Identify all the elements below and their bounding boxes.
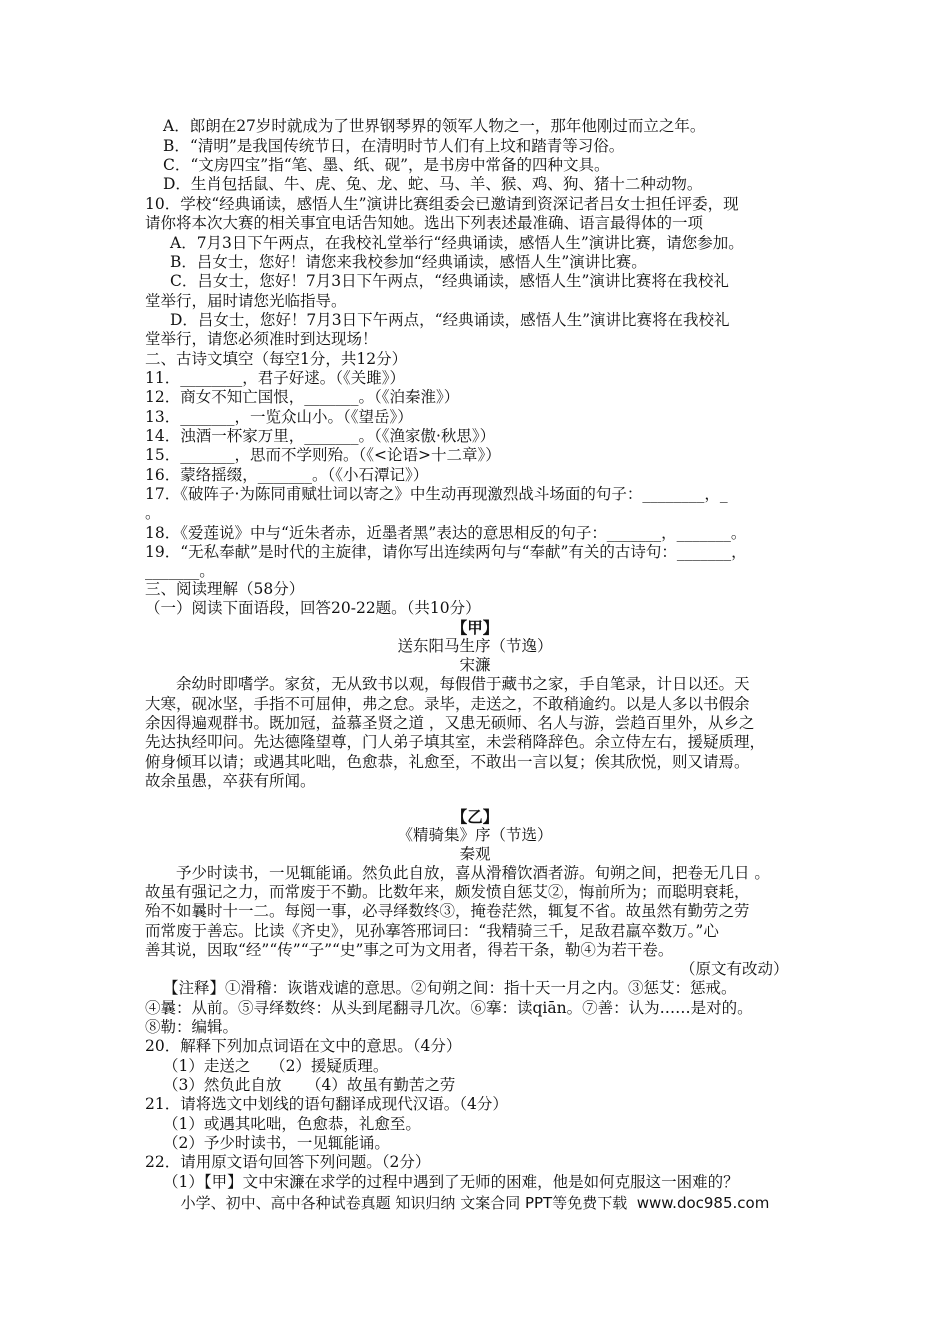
q22-stem: 22．请用原文语句回答下列问题。（2分） [145,1153,431,1171]
q9-option-a: A．郎朗在27岁时就成为了世界钢琴界的领军人物之一，那年他刚过而立之年。 [163,117,706,135]
q21-sentence2: （2）予少时读书，一见辄能诵。 [163,1134,390,1152]
passage-jia-line3: 余因得遍观群书。既加冠，益慕圣贤之道 ，又患无硕师、名人与游，尝趋百里外，从乡之 [145,714,755,732]
passage-yi-line5: 善其说，因取“经”“传”“子”“史”事之可为文用者，得若干条，勒④为若干卷。 [145,941,674,959]
passage-yi-line4: 而常废于善忘。比读《齐史》，见孙搴答邢词曰：“我精骑三千，足敌君羸卒数万。”心 [145,922,719,940]
q17-line2: 。 [145,504,161,522]
passage-jia-title: 送东阳马生序（节逸） [397,637,553,655]
q9-option-d: D．生肖包括鼠、牛、虎、兔、龙、蛇、马、羊、猴、鸡、狗、猪十二种动物。 [163,175,703,193]
q10-option-d-line2: 堂举行，请您必须准时到达现场！ [145,330,378,348]
q22-question1: （1）【甲】文中宋濂在求学的过程中遇到了无师的困难，他是如何克服这一困难的？ [163,1173,739,1191]
q10-option-a: A．7月3日下午两点，在我校礼堂举行“经典诵读，感悟人生”演讲比赛，请您参加。 [170,234,744,252]
passage-jia-author: 宋濂 [459,656,491,674]
passage-jia-line5: 俯身倾耳以请；或遇其叱咄，色愈恭，礼愈至，不敢出一言以复；俟其欣悦，则又请焉。 [145,753,750,771]
passage-jia-line1: 余幼时即嗜学。家贫，无从致书以观，每假借于藏书之家，手自笔录，计日以还。天 [176,675,750,693]
passage-jia-label: 【甲】 [451,618,499,637]
notes-line2: ④曩：从前。⑤寻绎数终：从头到尾翻寻几次。⑥搴：读qiān。⑦善：认为……是对的。 [145,999,753,1017]
q17-line1: 17．《破阵子·为陈同甫赋壮词以寄之》中生动再现激烈战斗场面的句子：________，_ [145,485,728,503]
passage-jia-line4: 先达执经叩问。先达德隆望尊，门人弟子填其室，未尝稍降辞色。余立侍左右，援疑质理， [145,733,766,751]
q21-stem: 21．请将选文中划线的语句翻译成现代汉语。（4分） [145,1095,508,1113]
passage-yi-author: 秦观 [459,845,491,863]
q10-option-d-line1: D．吕女士，您好！7月3日下午两点，“经典诵读，感悟人生”演讲比赛将在我校礼 [170,311,730,329]
q20-row2: （3）然负此自放 （4）故虽有勤苦之劳 [163,1076,456,1094]
notes-line3: ⑧勒：编辑。 [145,1018,239,1036]
q9-option-b: B．“清明”是我国传统节日，在清明时节人们有上坟和踏青等习俗。 [163,137,625,155]
page-footer: 小学、初中、高中各种试卷真题 知识归纳 文案合同 PPT等免费下载 www.doc985.com [180,1194,770,1212]
section3-sub1: （一）阅读下面语段，回答20-22题。（共10分） [145,599,481,617]
q14: 14．浊酒一杯家万里，_______。（《渔家傲·秋思》） [145,427,496,445]
q10-stem-line1: 10．学校“经典诵读，感悟人生”演讲比赛组委会已邀请到资深记者吕女士担任评委，现 [145,195,739,213]
q18: 18．《爱莲说》中与“近朱者赤，近墨者黑”表达的意思相反的句子：_______，_______。 [145,524,747,542]
q10-option-b: B．吕女士，您好！请您来我校参加“经典诵读，感悟人生”演讲比赛。 [170,253,647,271]
q16: 16．蒙络摇缀，_______。（《小石潭记》） [145,466,429,484]
q20-stem: 20．解释下列加点词语在文中的意思。（4分） [145,1037,462,1055]
q9-option-c: C．“文房四宝”指“笔、墨、纸、砚”，是书房中常备的四种文具。 [163,156,610,174]
notes-line1: 【注释】①滑稽：诙谐戏谑的意思。②旬朔之间：指十天一月之内。③惩艾：惩戒。 [163,979,737,997]
passage-jia-line6: 故余虽愚，卒获有所闻。 [145,772,316,790]
passage-yi-label: 【乙】 [451,807,499,826]
q15: 15．_______，思而不学则殆。（《<论语>十二章》） [145,446,501,464]
passage-jia-line2: 大寒，砚冰坚，手指不可屈伸，弗之怠。录毕，走送之，不敢稍逾约。以是人多以书假余 [145,695,750,713]
q10-option-c-line2: 堂举行，届时请您光临指导。 [145,292,347,310]
q19-line2: _______。 [145,562,215,580]
section2-title: 二、古诗文填空（每空1分，共12分） [145,350,408,368]
q21-sentence1: （1）或遇其叱咄，色愈恭，礼愈至。 [163,1115,421,1133]
section3-title: 三、阅读理解（58分） [145,580,305,598]
q12: 12．商女不知亡国恨，_______。（《泊秦淮》） [145,388,460,406]
q13: 13．_______，一览众山小。（《望岳》） [145,408,413,426]
q19-line1: 19．“无私奉献”是时代的主旋律，请你写出连续两句与“奉献”有关的古诗句：_______， [145,543,747,561]
q11: 11．________，君子好逑。（《关雎》） [145,369,405,387]
passage-yi-line3: 殆不如曩时十一二。每阅一事，必寻绎数终③，掩卷茫然，辄复不省。故虽然有勤劳之劳 [145,902,750,920]
q10-option-c-line1: C．吕女士，您好！7月3日下午两点，“经典诵读，感悟人生”演讲比赛将在我校礼 [170,272,729,290]
passage-yi-line2: 故虽有强记之力，而常废于不勤。比数年来，颇发愤自惩艾②，悔前所为；而聪明衰耗， [145,883,750,901]
passage-yi-line1: 予少时读书，一见辄能诵。然负此自放，喜从滑稽饮酒者游。旬朔之间，把卷无几日 。 [176,864,770,882]
q10-stem-line2: 请你将本次大赛的相关事宜电话告知她。选出下列表述最准确、语言最得体的一项 [145,214,704,232]
q20-row1: （1）走送之 （2）援疑质理。 [163,1057,389,1075]
passage-yi-source-note: （原文有改动） [680,960,789,978]
passage-yi-title: 《精骑集》序（节选） [397,826,553,844]
